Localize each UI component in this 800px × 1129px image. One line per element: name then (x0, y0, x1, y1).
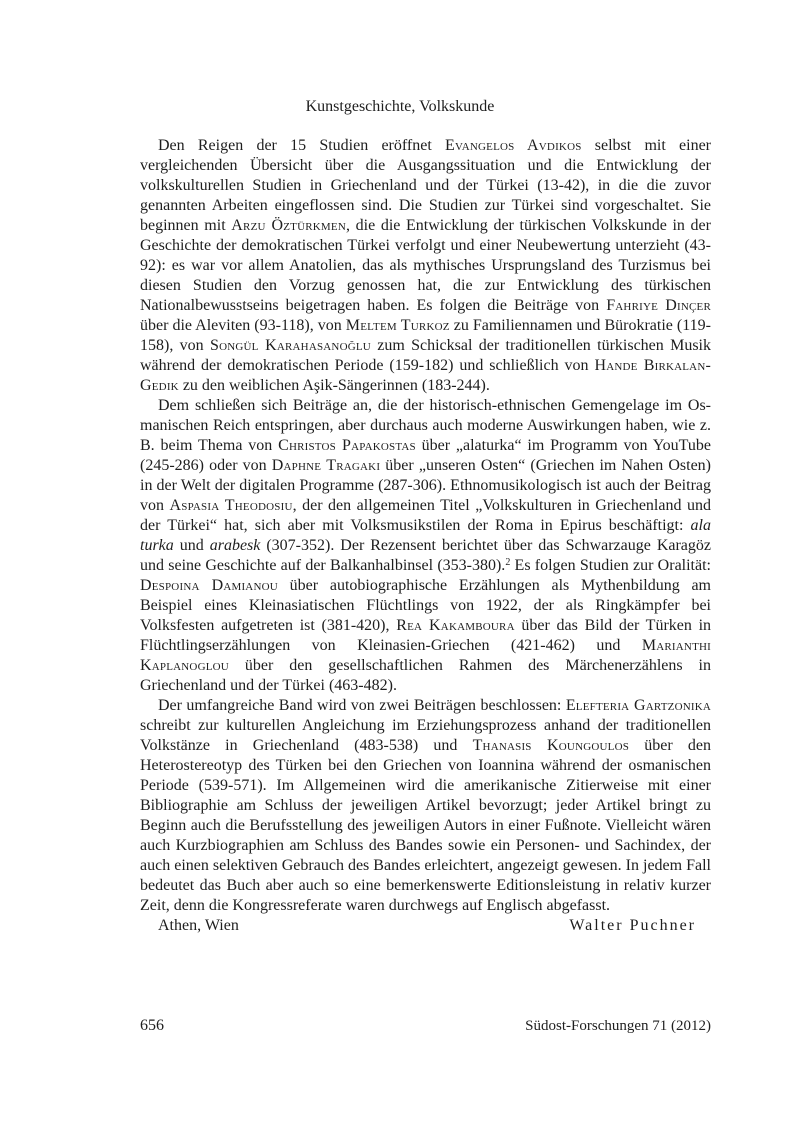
text-run: zu den weiblichen Aşik-Sängerinnen (183-244). (178, 377, 490, 394)
text-run: über das Bild der Türken in Flüchtlingserzählungen von Kleinasien-Griechen (421-462) und (140, 617, 712, 654)
author-name: Daphne Tragaki (271, 457, 381, 474)
text-run: über den Heterostereotyp des Türken bei den Griechen von Ioannina während der osmanischen Periode (539-571). Im Allgemeinen wird die amerikanische Zitierweise mit einer Bibliographie am Schluss der jeweiligen Artikel bevorzugt; jeder Artikel bringt zu Beginn auch die Berufsstellung des jeweiligen Autors in einer Fußnote. Vielleicht wären auch Kurzbiographien am Schluss des Bandes sowie ein Personen- und Sachindex, der auch einen selektiven Gebrauch des Bandes erleichtert, angezeigt gewesen. In jedem Fall bedeutet das Buch aber auch so eine bemerkenswerte Editionsleistung in relativ kurzer Zeit, denn die Kongressreferate waren durchwegs auf Englisch abgefasst. (140, 737, 711, 914)
text-run: über den gesellschaftlichen Rahmen des Märchenerzählens in Griechenland und der Türkei (463-482). (140, 657, 711, 694)
running-header: Kunstgeschichte, Volkskunde (305, 98, 495, 115)
author-name: Elefteria Gartzonika (565, 697, 712, 714)
signature-line (158, 916, 696, 936)
text-run: über autobiographische Erzählungen als Mythenbildung am Beispiel eines Kleinasiatischen Flüchtlings von 1922, der als Ringkämpfer bei Volksfesten aufgetreten ist (381-420), (140, 577, 712, 634)
page-number: 656 (140, 1017, 164, 1034)
text-run: zu Familiennamen und Bürokratie (119-158), von (140, 317, 711, 354)
author-name: Despoina Damianou (140, 577, 278, 594)
italic-term: arabesk (209, 537, 261, 554)
text-run: über die Aleviten (93-118), von (140, 317, 346, 334)
text-run: , die die Entwicklung der türkischen Volkskunde in der Geschichte der demokratischen Türkei verfolgt und einer Neubewertung unterzieht (43-92): es war vor allem Anatolien, das als mythisches Ursprungsland des Turzismus bei diesen Studien den Vorzug genossen hat, die zur Entwicklung des türkischen Nationalbewusstseins beigetragen haben. Es folgen die Beiträge von (140, 217, 711, 314)
footnote-marker[interactable]: 2 (505, 557, 511, 568)
text-run: über „unseren Osten“ (Griechen im Nahen Osten) in der Welt der digitalen Programme (287-306). Ethnomusikologisch ist auch der Beitrag von (140, 457, 711, 514)
text-run: Den Reigen der 15 Studien eröffnet (158, 137, 446, 154)
author-name: Hande Birkalan-Gedik (140, 357, 712, 394)
paragraph-1 (140, 136, 711, 396)
text-run: zum Schicksal der traditionellen türkischen Musik während der demokratischen Periode (159-182) und schließlich von (140, 337, 711, 374)
author-name: Meltem Turkoz (345, 317, 450, 334)
place-label: Athen, Wien (158, 917, 239, 934)
text-run: (307-352). Der Rezensent berichtet über das Schwarzauge Karagöz und seine Geschichte auf der Balkanhalbinsel (353-380). (140, 537, 712, 574)
paragraph-3 (140, 696, 711, 916)
page-footer (140, 1016, 711, 1036)
text-run: Es folgen Studien zur Oralität: (510, 557, 711, 574)
author-name: Arzu Öztürkmen (231, 217, 346, 234)
author-name: Songül Karahasanoğlu (209, 337, 371, 354)
paragraph-2 (140, 396, 711, 696)
reviewer-name: Walter Puchner (569, 917, 696, 934)
text-run: selbst mit einer vergleichenden Übersicht über die Ausgangssituation und die Entwicklung der volkskulturellen Studien in Griechenland und der Türkei (13-42), in die die zuvor genannten Arbeiten eingeflossen sind. Die Studien zur Türkei sind vorgeschaltet. Sie beginnen mit (140, 137, 712, 234)
author-name: Fahriye Dinçer (606, 297, 712, 314)
author-name: Rea Kakamboura (396, 617, 515, 634)
text-run: und (173, 537, 210, 554)
italic-term: ala turka (140, 517, 711, 554)
author-name: Evangelos Avdikos (445, 137, 582, 154)
body-text (140, 136, 711, 916)
text-run: , der den allgemeinen Titel „Volkskulturen in Griechenland und der Türkei“ hat, sich aber mit Volksmusikstilen der Roma in Epirus beschäftigt: (140, 497, 711, 534)
text-run: Der umfangreiche Band wird von zwei Beiträgen beschlossen: (158, 697, 566, 714)
text-run: schreibt zur kulturellen Angleichung im Erziehungsprozess anhand der traditionellen Volkstänze in Griechenland (483-538) und (140, 717, 711, 754)
text-run: über „alaturka“ im Programm von YouTube (245-286) oder von (140, 437, 711, 474)
text-run: Dem schließen sich Beiträge an, die der historisch-ethnischen Gemengelage im Osmanischen Reich entspringen, aber durchaus auch moderne Auswirkungen haben, wie z. B. beim Thema von (140, 397, 711, 454)
author-name: Thanasis Koungoulos (472, 737, 630, 754)
author-name: Marianthi Kaplanoglou (140, 637, 711, 674)
journal-citation: Südost-Forschungen 71 (2012) (525, 1018, 711, 1034)
author-name: Aspasia Theodosiu (169, 497, 293, 514)
author-name: Christos Papakostas (278, 437, 416, 454)
